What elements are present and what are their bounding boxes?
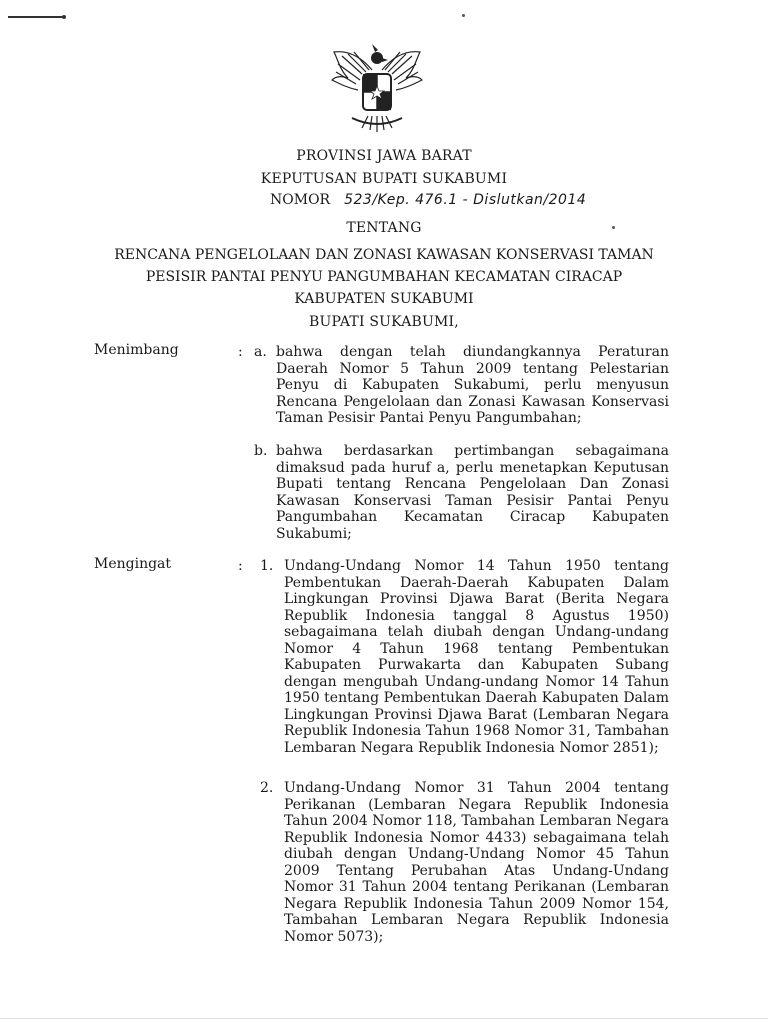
page-edge (0, 1018, 768, 1019)
menimbang-label: Menimbang (94, 342, 179, 358)
decree-heading: KEPUTUSAN BUPATI SUKABUMI (260, 171, 508, 187)
province-heading: PROVINSI JAWA BARAT (296, 148, 472, 164)
list-marker: a. (254, 344, 267, 360)
nomor-label: NOMOR (270, 192, 331, 208)
list-marker: 1. (260, 558, 274, 574)
nomor-handwritten-value: 523/Kep. 476.1 - Dislutkan/2014 (344, 192, 587, 208)
title-line: RENCANA PENGELOLAAN DAN ZONASI KAWASAN KONSERVASI TAMAN (114, 247, 654, 263)
tentang-heading: TENTANG (346, 220, 422, 236)
decree-title (60, 244, 708, 310)
mengingat-item-1: Undang-Undang Nomor 14 Tahun 1950 tentang Pembentukan Daerah-Daerah Kabupaten Dalam Lingkungan Provinsi Djawa Barat (Berita Negara Republik Indonesia tanggal 8 Agustus 1950) sebagaimana telah diubah dengan Undang-undang Nomor 4 Tahun 1968 tentang Pembentukan Kabupaten Purwakarta dan Kabupaten Subang dengan mengubah Undang-undang Nomor 14 Tahun 1950 tentang Pembentukan Daerah Kabupaten Dalam Lingkungan Provinsi Djawa Barat (Lembaran Negara Republik Indonesia Tahun 1968 Nomor 31, Tambahan Lembaran Negara Republik Indonesia Nomor 2851); (284, 558, 669, 756)
issuer-heading: BUPATI SUKABUMI, (309, 314, 459, 330)
garuda-emblem-icon (322, 40, 432, 136)
mengingat-colon: : (238, 558, 243, 574)
title-line: KABUPATEN SUKABUMI (294, 291, 474, 307)
mengingat-item-2: Undang-Undang Nomor 31 Tahun 2004 tentang Perikanan (Lembaran Negara Republik Indonesia Tahun 2004 Nomor 118, Tambahan Lembaran Negara Republik Indonesia Nomor 4433) sebagaimana telah diubah dengan Undang-Undang Nomor 45 Tahun 2009 Tentang Perubahan Atas Undang-Undang Nomor 31 Tahun 2004 tentang Perikanan (Lembaran Negara Republik Indonesia Tahun 2009 Nomor 154, Tambahan Lembaran Negara Republik Indonesia Nomor 5073); (284, 780, 669, 945)
decree-number-row (270, 192, 586, 208)
title-line: PESISIR PANTAI PENYU PANGUMBAHAN KECAMATAN CIRACAP (145, 269, 623, 285)
menimbang-item-a: bahwa dengan telah diundangkannya Peraturan Daerah Nomor 5 Tahun 2009 tentang Pelestarian Penyu di Kabupaten Sukabumi, perlu menyusun Rencana Pengelolaan dan Zonasi Kawasan Konservasi Taman Pesisir Pantai Penyu Pangumbahan; (276, 344, 669, 426)
menimbang-item-b: bahwa berdasarkan pertimbangan sebagaimana dimaksud pada huruf a, perlu menetapkan Keputusan Bupati tentang Rencana Pengelolaan Dan Zonasi Kawasan Konservasi Taman Pesisir Pantai Penyu Pangumbahan Kecamatan Ciracap Kabupaten Sukabumi; (276, 443, 669, 542)
corner-mark (8, 16, 64, 18)
list-marker: b. (254, 443, 268, 459)
mengingat-label: Mengingat (94, 556, 172, 572)
scan-speck (462, 14, 465, 17)
menimbang-colon: : (238, 344, 243, 360)
list-marker: 2. (260, 780, 274, 796)
